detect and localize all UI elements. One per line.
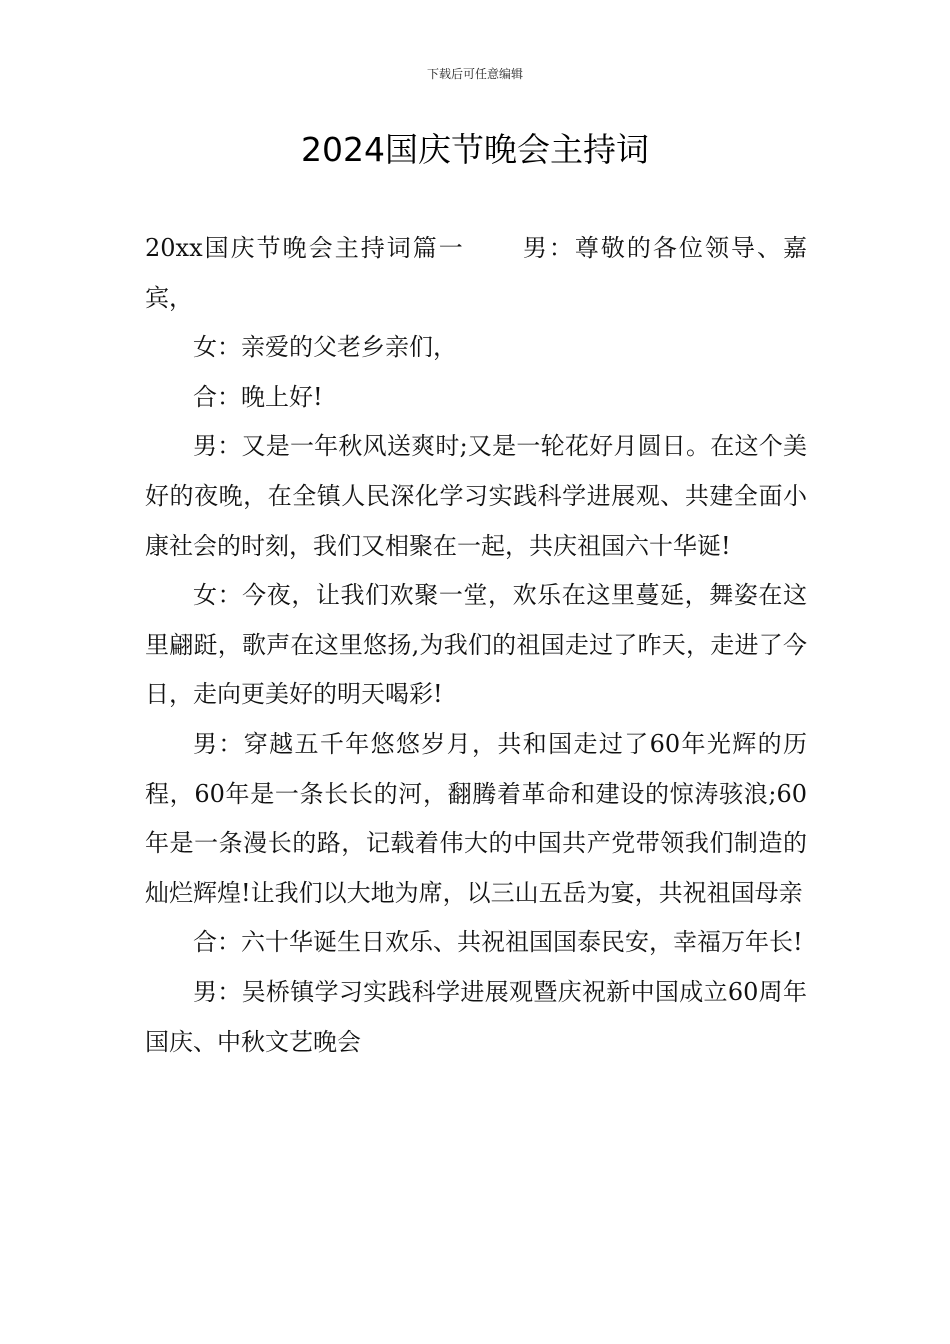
paragraph-5: 女：今夜，让我们欢聚一堂，欢乐在这里蔓延，舞姿在这里翩跹，歌声在这里悠扬,为我们的祖国走过了昨天，走进了今日，走向更美好的明天喝彩!: [145, 581, 807, 709]
paragraph-8: 男：吴桥镇学习实践科学进展观暨庆祝新中国成立60周年国庆、中秋文艺晚会: [145, 977, 807, 1056]
document-title: 2024国庆节晚会主持词: [301, 130, 649, 169]
paragraph-4: 男：又是一年秋风送爽时;又是一轮花好月圆日。在这个美好的夜晚，在全镇人民深化学习实践科学进展观、共建全面小康社会的时刻，我们又相聚在一起，共庆祖国六十华诞!: [145, 432, 807, 560]
section-heading: 20xx国庆节晚会主持词篇一: [145, 234, 465, 262]
paragraph-1: [145, 224, 807, 323]
paragraph-3: 合：晚上好!: [193, 382, 323, 411]
paragraph-7: 合：六十华诞生日欢乐、共祝祖国国泰民安，幸福万年长!: [193, 928, 803, 957]
paragraph-2: 女：亲爱的父老乡亲们，: [193, 333, 457, 362]
paragraph-1-text: 男：尊敬的各位领导、嘉宾，: [145, 234, 808, 312]
header-note: 下载后可任意编辑: [426, 67, 523, 81]
paragraph-6: 男：穿越五千年悠悠岁月，共和国走过了60年光辉的历程，60年是一条长长的河，翻腾着革命和建设的惊涛骇浪;60年是一条漫长的路，记载着伟大的中国共产党带领我们制造的灿烂辉煌!让我们以大地为席，以三山五岳为宴，共祝祖国母亲: [145, 729, 807, 907]
document-body: [145, 224, 807, 1067]
